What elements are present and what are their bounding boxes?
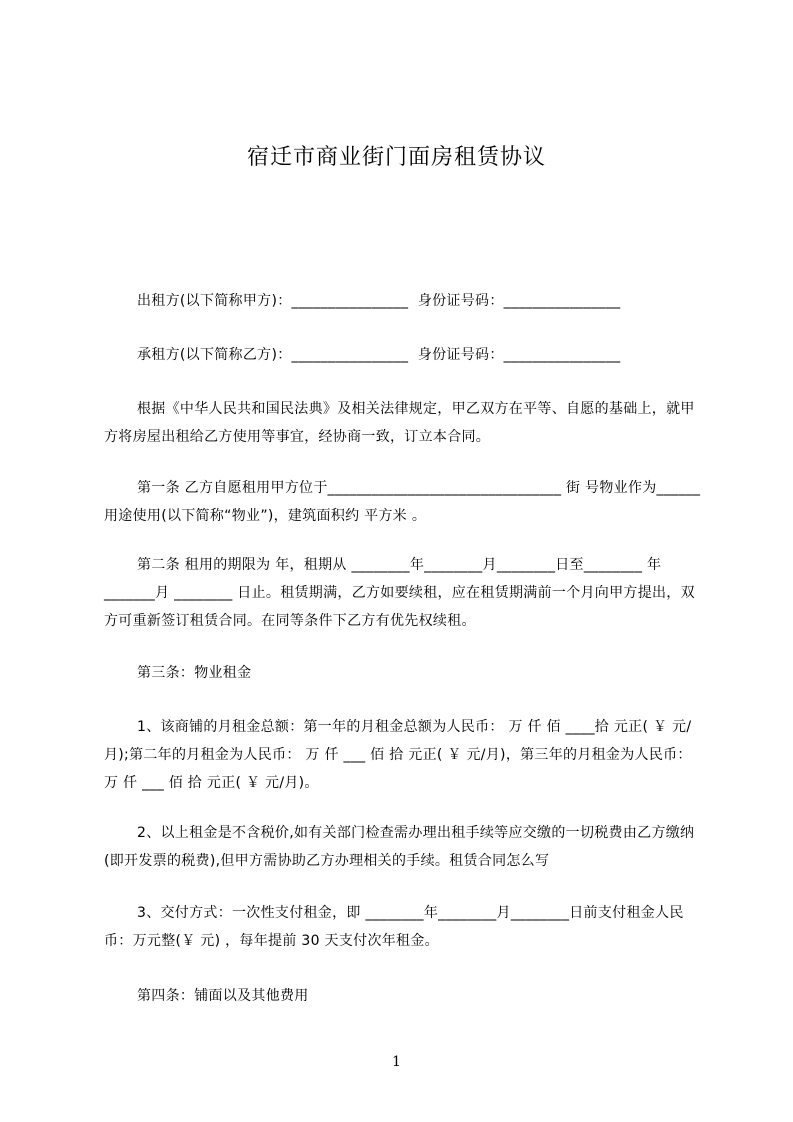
document-title: 宿迁市商业街门面房租赁协议 xyxy=(246,145,546,170)
article2-paragraph: 第二条 租用的期限为 年，租期从 ________年________月________日至________ 年 _______月 ________ 日止。租赁期满，乙方如要续租，应在租赁期满前一个月向甲方提出，双方可重新签订租赁合同。在同等条件下乙方有优先权续租。 xyxy=(104,557,695,629)
preamble-paragraph: 根据《中华人民共和国民法典》及相关法律规定，甲乙双方在平等、自愿的基础上，就甲方将房屋出租给乙方使用等事宜，经协商一致，订立本合同。 xyxy=(104,401,695,445)
article3-item3: 3、交付方式：一次性支付租金，即 ________年________月________日前支付租金人民币：万元整(￥ 元) ，每年提前 30 天支付次年租金。 xyxy=(104,905,684,949)
article1-paragraph: 第一条 乙方自愿租用甲方位于________________________________ 街 号物业作为______用途使用(以下简称“物业”)，建筑面积约 平方米 。 xyxy=(104,480,701,524)
article4-heading: 第四条：铺面以及其他费用 xyxy=(137,988,309,1004)
article3-item2: 2、以上租金是不含税价,如有关部门检查需办理出租手续等应交缴的一切税费由乙方缴纳(即开发票的税费),但甲方需协助乙方办理相关的手续。租赁合同怎么写 xyxy=(104,825,695,869)
article3-heading: 第三条：物业租金 xyxy=(137,665,252,681)
page-number: 1 xyxy=(392,1054,401,1070)
article3-item1: 1、该商铺的月租金总额：第一年的月租金总额为人民币： 万 仟 佰 ____拾 元正( ￥ 元/月);第二年的月租金为人民币： 万 仟 ___ 佰 拾 元正( ￥ 元/月)，第三年的月租金为人民币： 万 仟 ___ 佰 拾 元正( ￥ 元/月)。 xyxy=(104,719,692,791)
lessee-line: 承租方(以下简称乙方)：________________ 身份证号码：________________ xyxy=(137,347,621,363)
lessor-line: 出租方(以下简称甲方)：________________ 身份证号码：________________ xyxy=(137,293,621,309)
